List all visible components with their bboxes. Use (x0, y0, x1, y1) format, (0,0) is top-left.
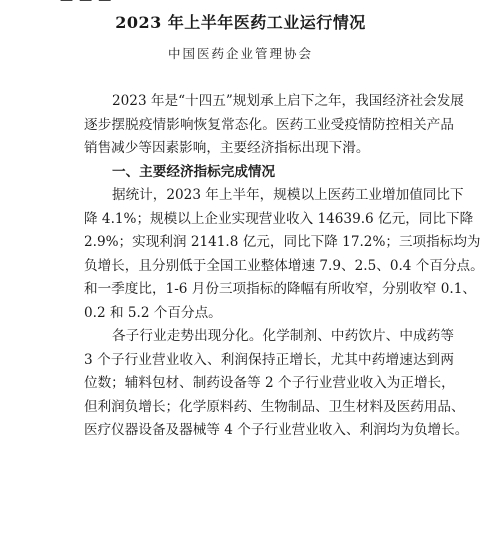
text-line: 位数；辅料包材、制药设备等 2 个子行业营业收入为正增长， (84, 375, 455, 391)
paragraph-subsectors (84, 325, 469, 443)
text-line: 医疗仪器设备及器械等 4 个子行业营业收入、利润均为负增长。 (84, 422, 469, 438)
text-line: 3 个子行业营业收入、利润保持正增长，尤其中药增速达到两 (84, 351, 454, 368)
paragraph-intro (84, 90, 464, 161)
text-line: 0.2 和 5.2 个百分点。 (84, 304, 222, 321)
text-line: 销售减少等因素影响，主要经济指标出现下滑。 (84, 140, 370, 156)
document-body (84, 90, 484, 443)
text-line: 2.9%；实现利润 2141.8 亿元，同比下降 17.2%；三项指标均为 (84, 234, 481, 250)
text-line: 据统计，2023 年上半年，规模以上医药工业增加值同比下 (112, 187, 464, 203)
section-heading: 一、主要经济指标完成情况 (112, 163, 276, 180)
document-title: 2023 年上半年医药工业运行情况 (115, 13, 366, 32)
text-line: 但利润负增长；化学原料药、生物制品、卫生材料及医药用品、 (84, 398, 465, 415)
text-line: 各子行业走势出现分化。化学制剂、中药饮片、中成药等 (112, 328, 454, 344)
previous-page-cutoff-text: — — — (60, 0, 113, 8)
text-line: 和一季度比，1-6 月份三项指标的降幅有所收窄，分别收窄 0.1、 (84, 281, 476, 297)
paragraph-statistics (84, 184, 484, 325)
document-author: 中国医药企业管理协会 (167, 46, 313, 61)
text-line: 降 4.1%；规模以上企业实现营业收入 14639.6 亿元，同比下降 (84, 210, 474, 227)
text-line: 2023 年是“十四五”规划承上启下之年，我国经济社会发展 (112, 93, 464, 109)
text-line: 负增长，且分别低于全国工业整体增速 7.9、2.5、0.4 个百分点。 (84, 257, 484, 274)
text-line: 逐步摆脱疫情影响恢复常态化。医药工业受疫情防控相关产品 (84, 116, 454, 133)
